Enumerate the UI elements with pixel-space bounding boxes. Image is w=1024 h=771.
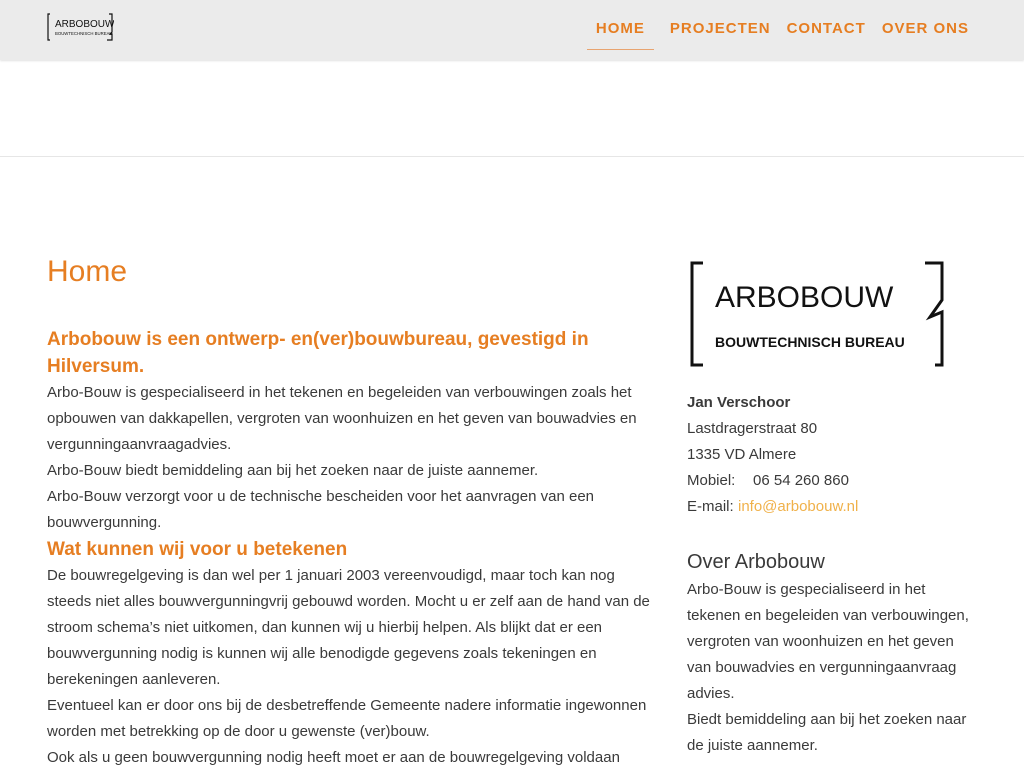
section-heading: Wat kunnen wij voor u betekenen <box>47 539 348 560</box>
nav-home[interactable]: HOME <box>587 0 654 60</box>
sidebar-logo-name: ARBOBOUW <box>715 281 894 314</box>
contact-block <box>687 390 977 520</box>
content-divider <box>0 156 1024 157</box>
sidebar-logo <box>689 260 951 368</box>
site-logo[interactable] <box>47 13 114 41</box>
main-content <box>47 250 657 771</box>
contact-email-row <box>687 494 977 520</box>
section-paragraph: De bouwregelgeving is dan wel per 1 januari 2003 vereenvoudigd, maar toch kan nog steeds niet alles bouwvergunningvrij gebouwd worden. Mocht u er zelf aan de hand van de stroom schema’s niet uitkomen, dan kunnen wij u hierbij helpen. Als blijkt dat er een bouwvergunning nodig is kunnen wij alle benodigde gegevens zoals tekeningen en berekeningen aanleveren. <box>47 567 650 688</box>
about-title: Over Arbobouw <box>687 551 825 573</box>
phone-label: Mobiel: <box>687 472 736 489</box>
logo-name: ARBOBOUW <box>55 19 114 30</box>
email-link[interactable]: info@arbobouw.nl <box>738 498 859 515</box>
nav-contact[interactable]: CONTACT <box>786 20 866 37</box>
contact-name: Jan Verschoor <box>687 394 791 411</box>
about-paragraph: Arbo-Bouw is gespecialiseerd in het tekenen en begeleiden van verbouwingen, vergroten van woonhuizen en het geven van bouwadvies en vergunningaanvraag advies. <box>687 581 969 702</box>
contact-city: 1335 VD Almere <box>687 446 797 463</box>
email-label: E-mail: <box>687 498 734 515</box>
intro-paragraph: Arbo-Bouw biedt bemiddeling aan bij het zoeken naar de juiste aannemer. <box>47 462 539 479</box>
logo-tagline: BOUWTECHNISCH BUREAU <box>55 31 113 36</box>
contact-phone-row <box>687 468 977 494</box>
page-title: Home <box>47 255 128 288</box>
section-paragraph: Eventueel kan er door ons bij de desbetreffende Gemeente nadere informatie ingewonnen worden met betrekking op de door u gewenste (ver)bouw. <box>47 697 647 740</box>
about-paragraph: Biedt bemiddeling aan bij het zoeken naar de juiste aannemer. <box>687 711 967 754</box>
intro-paragraph: Arbo-Bouw verzorgt voor u de technische bescheiden voor het aanvragen van een bouwvergunning. <box>47 488 595 531</box>
nav-projecten[interactable]: PROJECTEN <box>669 20 771 37</box>
intro-heading: Arbobouw is een ontwerp- en(ver)bouwbureau, gevestigd in Hilversum. <box>47 329 589 377</box>
nav-over-ons[interactable]: OVER ONS <box>881 20 969 37</box>
sidebar <box>687 260 977 759</box>
section-paragraph: Ook als u geen bouwvergunning nodig heeft moet er aan de bouwregelgeving voldaan <box>47 749 620 766</box>
main-nav <box>587 0 969 60</box>
sidebar-logo-tagline: BOUWTECHNISCH BUREAU <box>715 334 905 350</box>
phone-number: 06 54 260 860 <box>753 472 849 489</box>
intro-paragraph: Arbo-Bouw is gespecialiseerd in het tekenen en begeleiden van verbouwingen zoals het opbouwen van dakkapellen, vergroten van woonhuizen en het geven van bouwadvies en vergunningaanvraagadvies. <box>47 384 637 453</box>
logo-bracket-icon <box>47 13 114 41</box>
site-header <box>0 0 1024 60</box>
contact-street: Lastdragerstraat 80 <box>687 420 818 437</box>
